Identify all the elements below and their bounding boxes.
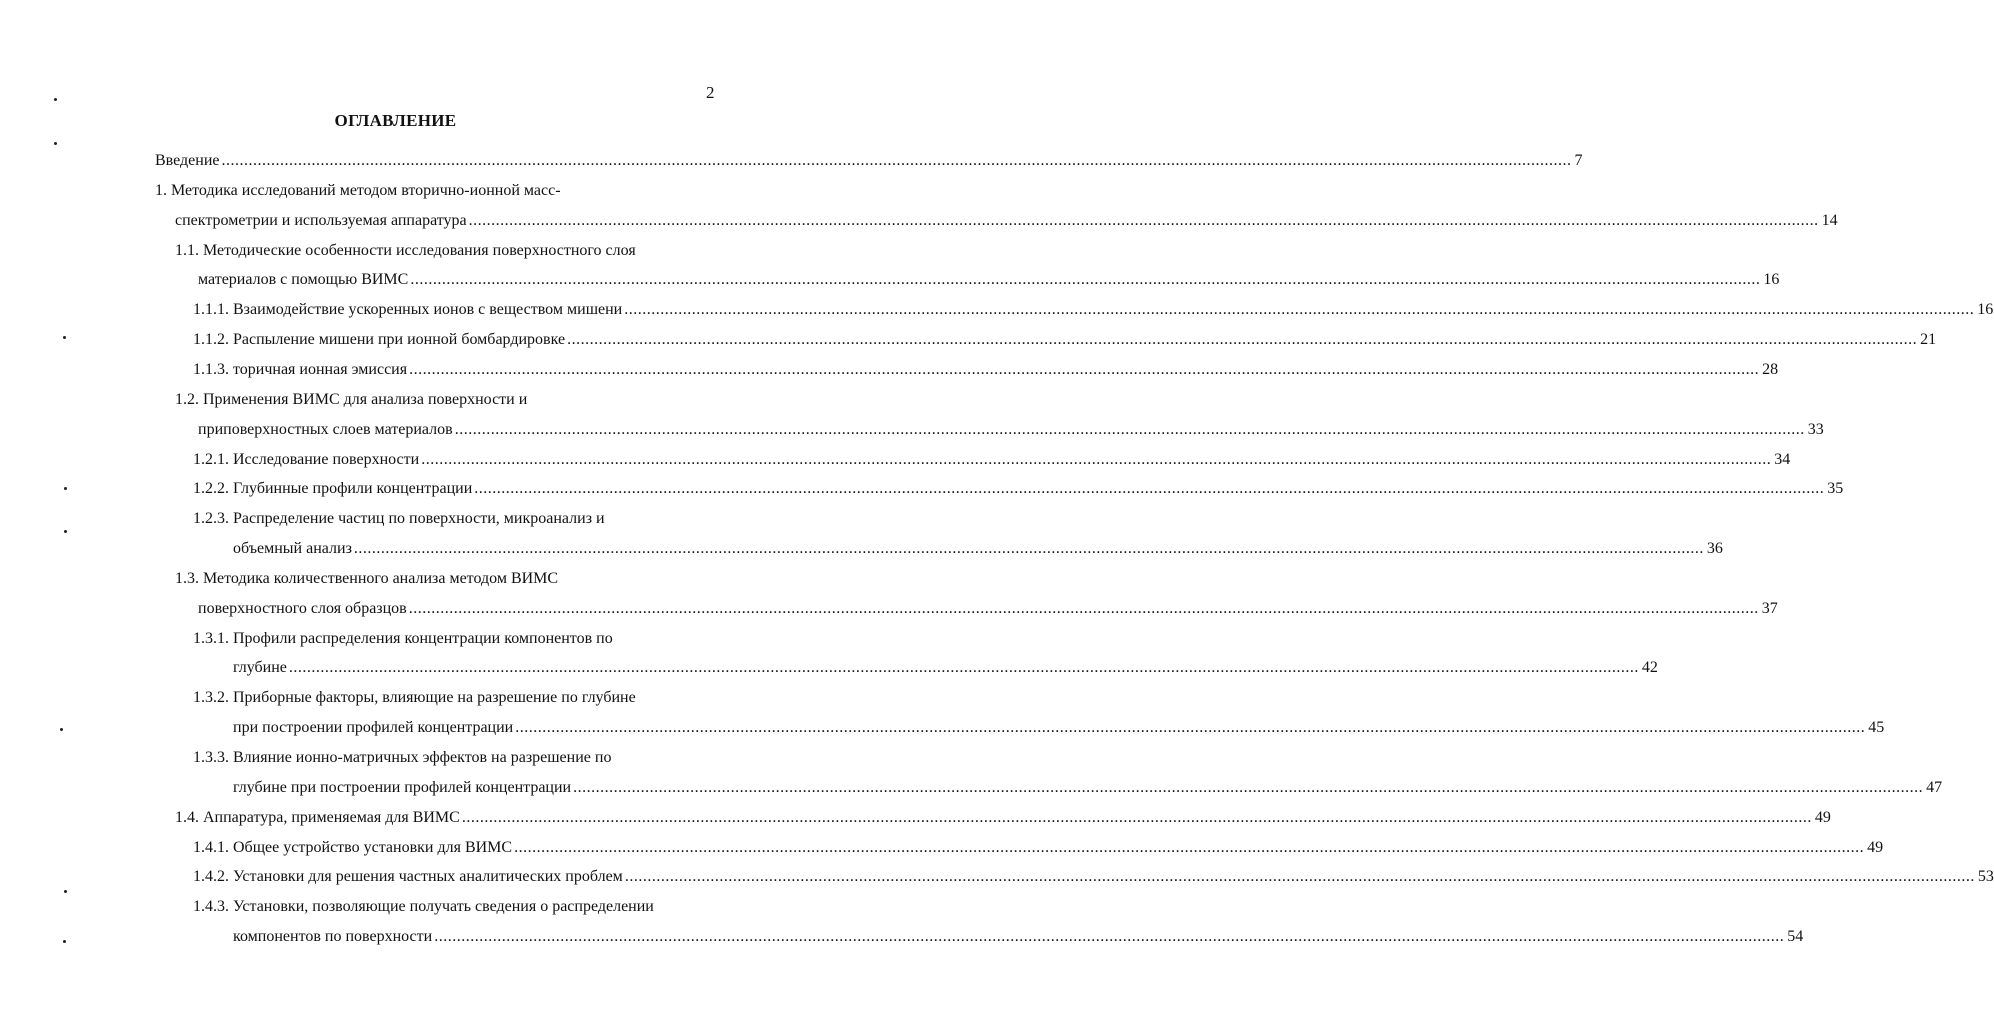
toc-entry-title: 1.1.2. Распыление мишени при ионной бомбардировке bbox=[193, 331, 566, 349]
toc-entry bbox=[198, 420, 1824, 443]
dot-leader: ............................................................................................................................................................................................................................................................................................................ bbox=[567, 331, 1918, 349]
toc-entry-line bbox=[155, 182, 561, 204]
dot-leader: ............................................................................................................................................................................................................................................................................................................ bbox=[454, 420, 1805, 438]
toc-page-number: 49 bbox=[1867, 838, 1884, 856]
toc-page-number: 33 bbox=[1807, 420, 1824, 438]
dot-leader: ............................................................................................................................................................................................................................................................................................................ bbox=[468, 211, 1819, 229]
scan-speck bbox=[54, 98, 57, 101]
toc-entry-title: глубине bbox=[233, 659, 287, 677]
toc-page-number: 36 bbox=[1706, 540, 1723, 558]
toc-entry bbox=[193, 331, 1937, 353]
dot-leader: ............................................................................................................................................................................................................................................................................................................ bbox=[474, 480, 1825, 498]
toc-page-number: 54 bbox=[1787, 928, 1804, 946]
dot-leader: ............................................................................................................................................................................................................................................................................................................ bbox=[514, 838, 1865, 856]
toc-entry-title: 1.4.2. Установки для решения частных аналитических проблем bbox=[193, 868, 623, 886]
toc-page-number: 21 bbox=[1920, 331, 1937, 349]
dot-leader: ............................................................................................................................................................................................................................................................................................................ bbox=[624, 301, 1975, 319]
toc-entry bbox=[193, 360, 1779, 383]
toc-entry bbox=[233, 659, 1658, 681]
toc-entry-title: 1.2.3. Распределение частиц по поверхности, микроанализ и bbox=[193, 510, 605, 528]
toc-entry-line bbox=[193, 630, 613, 652]
toc-page-number: 14 bbox=[1821, 211, 1838, 229]
toc-entry-title: 1.2. Применения ВИМС для анализа поверхности и bbox=[175, 390, 528, 408]
toc-entry-title: 1.3.2. Приборные факторы, влияющие на разрешение по глубине bbox=[193, 689, 636, 707]
toc-page-number: 45 bbox=[1868, 719, 1885, 737]
toc-entry-title: глубине при построении профилей концентрации bbox=[233, 778, 572, 796]
toc-page-number: 42 bbox=[1641, 659, 1658, 677]
scan-speck bbox=[63, 940, 66, 943]
toc-entry bbox=[233, 778, 1943, 801]
toc-entry-title: компонентов по поверхности bbox=[233, 928, 433, 946]
dot-leader: ............................................................................................................................................................................................................................................................................................................ bbox=[573, 778, 1924, 796]
dot-leader: ............................................................................................................................................................................................................................................................................................................ bbox=[409, 360, 1760, 378]
toc-entry bbox=[233, 928, 1804, 950]
toc-entry bbox=[175, 211, 1838, 234]
toc-entry bbox=[193, 480, 1844, 502]
dot-leader: ............................................................................................................................................................................................................................................................................................................ bbox=[461, 808, 1812, 826]
scan-speck bbox=[63, 336, 66, 339]
toc-entry-title: 1.3.1. Профили распределения концентрации компонентов по bbox=[193, 629, 613, 647]
toc-entry-title: при построении профилей концентрации bbox=[233, 719, 514, 737]
toc-entry bbox=[198, 599, 1778, 622]
toc-entry-title: 1. Методика исследований методом вторично-ионной масс- bbox=[155, 181, 561, 199]
toc-page-number: 37 bbox=[1761, 599, 1778, 617]
toc-entry-title: 1.3. Методика количественного анализа методом ВИМС bbox=[175, 569, 559, 587]
toc-entry-title: 1.1. Методические особенности исследования поверхностного слоя bbox=[175, 241, 636, 259]
toc-entry bbox=[233, 719, 1885, 741]
toc-page-number: 28 bbox=[1762, 360, 1779, 378]
toc-entry bbox=[233, 540, 1723, 562]
toc-entry-title: материалов с помощью ВИМС bbox=[198, 271, 409, 289]
dot-leader: ............................................................................................................................................................................................................................................................................................................ bbox=[624, 868, 1975, 886]
scan-speck bbox=[60, 728, 63, 731]
toc-entry-line bbox=[193, 898, 654, 920]
dot-leader: ............................................................................................................................................................................................................................................................................................................ bbox=[515, 719, 1866, 737]
toc-entry-title: 1.1.3. торичная ионная эмиссия bbox=[193, 360, 408, 378]
toc-entry-title: объемный анализ bbox=[233, 540, 352, 558]
toc-page-number: 53 bbox=[1977, 868, 1994, 886]
toc-entry-title: приповерхностных слоев материалов bbox=[198, 420, 453, 438]
toc-page-number: 7 bbox=[1574, 152, 1583, 169]
toc-entry-title: 1.1.1. Взаимодействие ускоренных ионов с веществом мишени bbox=[193, 301, 623, 319]
toc-entry-title: Введение bbox=[155, 152, 220, 169]
toc-entry bbox=[193, 838, 1884, 861]
toc-entry bbox=[193, 450, 1791, 473]
dot-leader: ............................................................................................................................................................................................................................................................................................................ bbox=[434, 928, 1785, 946]
scan-speck bbox=[54, 142, 57, 145]
toc-entry-title: 1.4.3. Установки, позволяющие получать сведения о распределении bbox=[193, 898, 654, 916]
toc-entry bbox=[175, 808, 1831, 831]
page-title: ОГЛАВЛЕНИЕ bbox=[334, 111, 457, 130]
toc-page-number: 16 bbox=[1763, 271, 1780, 289]
toc-page-number: 16 bbox=[1977, 301, 1994, 319]
toc-entry-line bbox=[175, 570, 558, 592]
dot-leader: ............................................................................................................................................................................................................................................................................................................ bbox=[421, 450, 1772, 468]
toc-entry-line bbox=[175, 242, 636, 264]
toc-entry-line bbox=[193, 749, 611, 771]
toc-entry-title: 1.4. Аппаратура, применяемая для ВИМС bbox=[175, 808, 460, 826]
toc-entry-title: 1.4.1. Общее устройство установки для ВИМС bbox=[193, 838, 513, 856]
scan-speck bbox=[64, 530, 67, 533]
page-number: 2 bbox=[706, 83, 715, 102]
scan-speck bbox=[64, 890, 67, 893]
toc-entry-title: 1.2.2. Глубинные профили концентрации bbox=[193, 480, 473, 498]
toc-entry bbox=[193, 868, 1994, 890]
toc-entry-title: 1.3.3. Влияние ионно-матричных эффектов на разрешение по bbox=[193, 749, 612, 766]
dot-leader: ............................................................................................................................................................................................................................................................................................................ bbox=[288, 659, 1639, 677]
toc-page-number: 34 bbox=[1774, 450, 1791, 468]
dot-leader: ............................................................................................................................................................................................................................................................................................................ bbox=[410, 271, 1761, 289]
toc-entry bbox=[198, 271, 1780, 293]
toc-entry-title: спектрометрии и используемая аппаратура bbox=[175, 211, 467, 229]
toc-entry bbox=[193, 301, 1994, 323]
toc-page-number: 49 bbox=[1814, 808, 1831, 826]
toc-entry bbox=[155, 152, 1583, 174]
dot-leader: ............................................................................................................................................................................................................................................................................................................ bbox=[221, 152, 1572, 169]
dot-leader: ............................................................................................................................................................................................................................................................................................................ bbox=[353, 540, 1704, 558]
toc-entry-line bbox=[175, 391, 527, 413]
scan-speck bbox=[64, 487, 67, 490]
toc-entry-line bbox=[193, 689, 636, 711]
toc-entry-title: 1.2.1. Исследование поверхности bbox=[193, 450, 420, 468]
toc-entry-title: поверхностного слоя образцов bbox=[198, 599, 407, 617]
toc-entry-line bbox=[193, 510, 605, 532]
toc-page-number: 47 bbox=[1926, 778, 1943, 796]
dot-leader: ............................................................................................................................................................................................................................................................................................................ bbox=[408, 599, 1759, 617]
toc-page-number: 35 bbox=[1827, 480, 1844, 498]
